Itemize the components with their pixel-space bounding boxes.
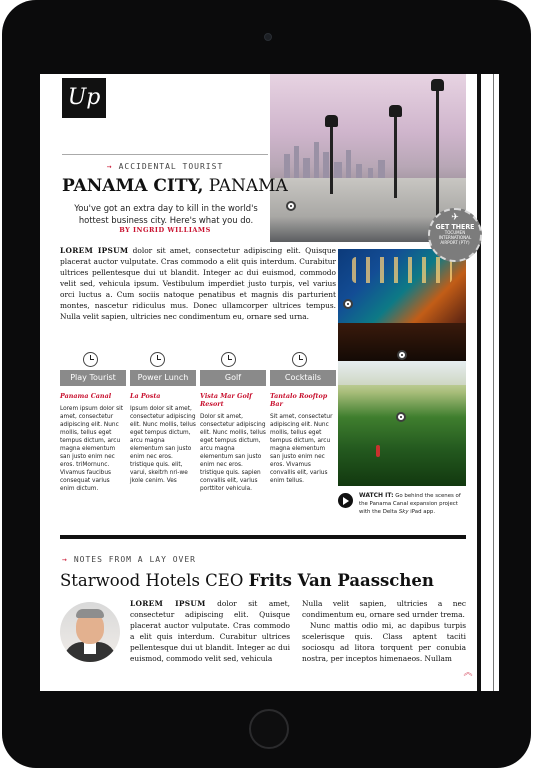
watch-it-desc-2: iPad app. [408,509,436,515]
watch-it-label: WATCH IT: [359,492,394,499]
ceo-lead-in: LOREM IPSUM [130,599,206,608]
up-magazine-logo: Up [62,78,106,118]
column-text: Dolor sit amet, consectetur adipiscing elit. Nunc mollis, tellus eget tempus dictum, arcu magna elementum san justo enim nec eros. tristique quis. sapien convallis elit, varius porttitor vehicula. [200,414,266,492]
column-text: Lorem ipsum dolor sit amet, consectetur adipiscing elit. Nunc mollis, tellus eget tempus dictum, arcu magna elementum san justo enim nec eros. triMornunc. Vivamus faucibus consequat varius enim dictum. [60,406,123,492]
magazine-page[interactable] [40,74,499,691]
photo-hotspot-pin[interactable] [397,350,407,360]
ceo-kicker-text: NOTES FROM A LAY OVER [73,555,196,564]
airplane-icon: ✈ [451,212,459,223]
ceo-title-light: Starwood Hotels CEO [60,571,249,590]
article-title [62,176,288,196]
right-thick-rule [477,74,481,691]
article-lede [60,245,336,322]
title-light: PANAMA [203,176,288,196]
title-bold: PANAMA CITY, [62,176,204,196]
arrow-right-icon: → [106,162,113,171]
golf-sea-horizon [338,361,466,385]
clock-icon [221,352,236,367]
section-divider [60,535,466,539]
watch-it-text [359,492,466,516]
photo-hotspot-pin[interactable] [343,299,353,309]
lede-lead-in: LOREM IPSUM [60,246,129,255]
badge-title: GET THERE [435,223,475,231]
lede-body: dolor sit amet, consectetur adipiscing elit. Quisque placerat auctor vulputate. Cras commodo a elit quis interdum. Curabitur ultrices pellentesque dui ut blandit. Integer ac dui euismod, commodo velit sed, vehicula ipsum. Vestibulum imperdiet justo turpis, vel varius orci luctus a. Cum sociis natoque penatibus et magnis dis parturient montes, nascetur ridiculus mus. Donec ullamcorper ultrices tempus. Nulla velit sapien, ultricies nec condimentum eu, ornare sed urna. [60,246,336,321]
double-chevron-up-icon[interactable]: ︽ [463,668,473,678]
column-heading[interactable]: Play Tourist [60,370,126,386]
column-venue: La Posta [130,392,161,400]
clock-icon [150,352,165,367]
ipad-frame [2,0,531,768]
column-venue: Tantalo Rooftop Bar [270,392,328,408]
watch-it-desc-italic: Sky [398,509,409,515]
column-text: Ipsum dolor sit amet, consectetur adipiscing elit. Nunc mollis, tellus eget tempus dictum, arcu magna elementum san justo enim nec eros. tristique quis. elit, varui, skeitrh nri-we jkole cenim. Ves [130,406,196,484]
skyline-silhouette [278,140,418,180]
golfer-figure [376,445,380,457]
right-thin-rule [493,74,494,691]
ceo-title [60,571,460,590]
kicker-text: ACCIDENTAL TOURIST [118,162,224,171]
ceo-col2-paragraph-2: Nunc mattis odio mi, ac dapibus turpis scelerisque quis. Class aptent taciti sociosqu ad litora torquent per conubia nostra, per inceptos himenaeos. Nullam [302,621,466,663]
clock-icon [83,352,98,367]
column-venue: Vista Mar Golf Resort [200,392,252,408]
ceo-title-bold: Frits Van Paasschen [248,571,434,590]
column-text: Sit amet, consectetur adipiscing elit. Nunc mollis, tellus eget tempus dictum, arcu magna elementum san justo enim nec eros. Vivamus convallis elit, varius enim tellus. [270,414,333,484]
street-lamp [436,88,439,218]
tip-column-play-tourist [60,370,126,493]
tip-column-power-lunch [130,370,196,485]
watch-it-desc-1: Go behind the scenes of the Panama Canal expansion project with the Delta [359,493,461,515]
home-button[interactable] [249,709,289,749]
golf-course-photo [338,361,466,486]
photo-hotspot-pin[interactable] [396,412,406,422]
tip-column-golf [200,370,266,493]
street-lamp [394,114,397,198]
bar-lights [352,257,452,283]
clock-icon [292,352,307,367]
column-venue: Panama Canal [60,392,112,400]
ceo-avatar [60,602,120,662]
column-heading[interactable]: Cocktails [270,370,336,386]
column-heading[interactable]: Golf [200,370,266,386]
front-camera [264,33,272,41]
column-heading[interactable]: Power Lunch [130,370,196,386]
ceo-col2-paragraph-1: Nulla velit sapien, ultricies a nec condimentum eu, ornare sed urnder trema. [302,599,466,619]
rooftop-bar-photo [338,249,466,361]
photo-hotspot-pin[interactable] [286,201,296,211]
street-lamp [330,124,333,194]
ceo-column-1 [130,598,290,664]
play-icon[interactable] [338,493,353,508]
tip-column-cocktails [270,370,336,485]
badge-subtitle: TOCUMEN INTERNATIONAL AIRPORT (PTY) [438,231,472,246]
watch-it-link[interactable] [338,492,466,516]
section-kicker [62,154,268,171]
ceo-col1-body: dolor sit amet, consectetur adipiscing elit. Quisque placerat auctor vulputate. Cras commodo a elit quis interdum. Curabitur ultrices pellentesque dui ut blandit. Integer ac dui euismod, commodo velit sed, vehicula [130,599,290,663]
arrow-right-icon: → [62,555,68,564]
ceo-column-2 [302,598,466,664]
article-byline: BY INGRID WILLIAMS [119,226,211,234]
ceo-kicker [62,555,196,564]
get-there-badge[interactable] [428,208,482,262]
article-dek: You've got an extra day to kill in the world's hottest business city. Here's what you do. [74,203,258,225]
